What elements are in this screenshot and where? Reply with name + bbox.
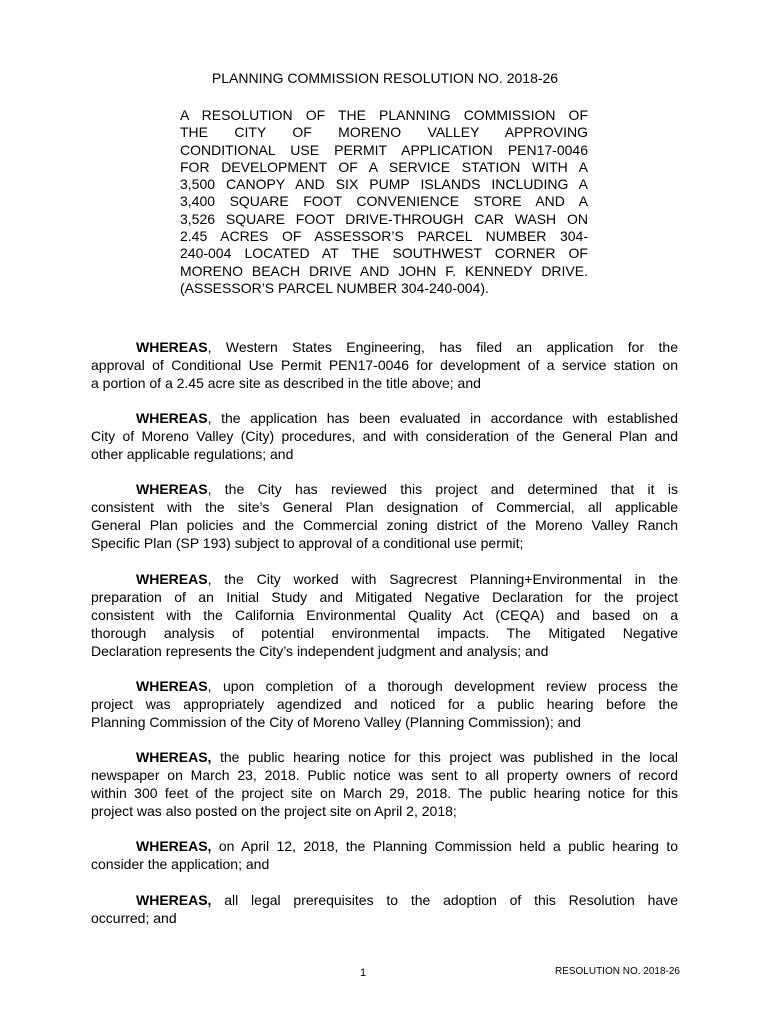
whereas-paragraph bbox=[91, 570, 678, 660]
whereas-keyword: WHEREAS bbox=[136, 571, 208, 587]
paragraph-text: the public hearing notice for this project was published in the local bbox=[211, 749, 678, 765]
description-line: A RESOLUTION OF THE PLANNING COMMISSION OF bbox=[180, 107, 588, 123]
paragraph-line: Declaration represents the City’s independent judgment and analysis; and bbox=[91, 643, 549, 659]
paragraph-line: project was appropriately agendized and noticed for a public hearing before the bbox=[91, 696, 678, 712]
document-title: PLANNING COMMISSION RESOLUTION NO. 2018-26 bbox=[211, 70, 559, 86]
paragraph-line: Specific Plan (SP 193) subject to approval of a conditional use permit; bbox=[91, 535, 524, 551]
paragraph-line bbox=[91, 837, 678, 855]
description-line: THE CITY OF MORENO VALLEY APPROVING bbox=[180, 124, 588, 141]
whereas-keyword: WHEREAS bbox=[136, 410, 208, 426]
description-line: FOR DEVELOPMENT OF A SERVICE STATION WITH A bbox=[180, 158, 588, 175]
paragraph-line: preparation of an Initial Study and Mitigated Negative Declaration for the project bbox=[91, 589, 678, 605]
paragraph-line: consider the application; and bbox=[91, 856, 270, 872]
paragraph-line: within 300 feet of the project site on March 29, 2018. The public hearing notice for this bbox=[91, 785, 678, 801]
whereas-paragraph bbox=[91, 409, 678, 463]
description-line: MORENO BEACH DRIVE AND JOHN F. KENNEDY DRIVE. bbox=[180, 262, 588, 279]
paragraph-line bbox=[91, 677, 678, 695]
whereas-paragraph bbox=[91, 891, 678, 927]
paragraph-text: , upon completion of a thorough development review process the bbox=[207, 678, 678, 694]
paragraph-line: consistent with the California Environmental Quality Act (CEQA) and based on a bbox=[91, 607, 678, 623]
footer-resolution-label: RESOLUTION NO. 2018-26 bbox=[554, 966, 680, 977]
paragraph-line: consistent with the site’s General Plan designation of Commercial, all applicable bbox=[91, 499, 678, 515]
paragraph-line bbox=[91, 891, 678, 909]
paragraph-text: all legal prerequisites to the adoption of this Resolution have bbox=[211, 892, 678, 908]
paragraph-line: Planning Commission of the City of Moreno Valley (Planning Commission); and bbox=[91, 714, 581, 730]
paragraph-text: , Western States Engineering, has filed an application for the bbox=[207, 339, 678, 355]
paragraph-line: a portion of a 2.45 acre site as described in the title above; and bbox=[91, 375, 481, 391]
paragraph-text: , the City has reviewed this project and determined that it is bbox=[207, 481, 678, 497]
paragraph-line bbox=[91, 480, 678, 498]
whereas-paragraph bbox=[91, 338, 678, 392]
paragraph-line: newspaper on March 23, 2018. Public notice was sent to all property owners of record bbox=[91, 767, 678, 783]
whereas-paragraph bbox=[91, 480, 678, 552]
description-line: 2.45 ACRES OF ASSESSOR’S PARCEL NUMBER 304- bbox=[180, 228, 588, 245]
paragraph-line: City of Moreno Valley (City) procedures, and with consideration of the General Plan and bbox=[91, 428, 678, 444]
whereas-keyword: WHEREAS, bbox=[136, 749, 212, 765]
whereas-keyword: WHEREAS bbox=[136, 678, 208, 694]
description-line: CONDITIONAL USE PERMIT APPLICATION PEN17-0046 bbox=[180, 141, 588, 158]
paragraph-line bbox=[91, 409, 678, 427]
description-line: 3,526 SQUARE FOOT DRIVE-THROUGH CAR WASH ON bbox=[180, 210, 588, 227]
description-line: 240-004 LOCATED AT THE SOUTHWEST CORNER OF bbox=[180, 245, 588, 262]
whereas-keyword: WHEREAS, bbox=[136, 838, 212, 854]
paragraph-line bbox=[91, 748, 678, 766]
paragraph-line: other applicable regulations; and bbox=[91, 446, 294, 462]
paragraph-line: project was also posted on the project site on April 2, 2018; bbox=[91, 803, 457, 819]
whereas-paragraph bbox=[91, 837, 678, 873]
page-number: 1 bbox=[359, 967, 367, 979]
paragraph-line bbox=[91, 570, 678, 588]
paragraph-line: occurred; and bbox=[91, 910, 177, 926]
whereas-paragraph bbox=[91, 748, 678, 820]
paragraph-line bbox=[91, 338, 678, 356]
whereas-paragraph bbox=[91, 677, 678, 731]
paragraph-line: thorough analysis of potential environmental impacts. The Mitigated Negative bbox=[91, 625, 678, 641]
paragraph-text: , the City worked with Sagrecrest Planning+Environmental in the bbox=[207, 571, 678, 587]
paragraph-line: approval of Conditional Use Permit PEN17-0046 for development of a service station on bbox=[91, 357, 678, 373]
whereas-keyword: WHEREAS bbox=[136, 481, 208, 497]
resolution-description bbox=[180, 107, 588, 297]
whereas-keyword: WHEREAS, bbox=[136, 892, 212, 908]
paragraph-text: on April 12, 2018, the Planning Commission held a public hearing to bbox=[211, 838, 678, 854]
paragraph-text: , the application has been evaluated in accordance with established bbox=[207, 410, 678, 426]
description-line: (ASSESSOR’S PARCEL NUMBER 304-240-004). bbox=[180, 279, 489, 296]
paragraph-line: General Plan policies and the Commercial zoning district of the Moreno Valley Ranch bbox=[91, 517, 678, 533]
description-line: 3,400 SQUARE FOOT CONVENIENCE STORE AND A bbox=[180, 193, 588, 210]
description-line: 3,500 CANOPY AND SIX PUMP ISLANDS INCLUDING A bbox=[180, 176, 588, 193]
whereas-keyword: WHEREAS bbox=[136, 339, 208, 355]
